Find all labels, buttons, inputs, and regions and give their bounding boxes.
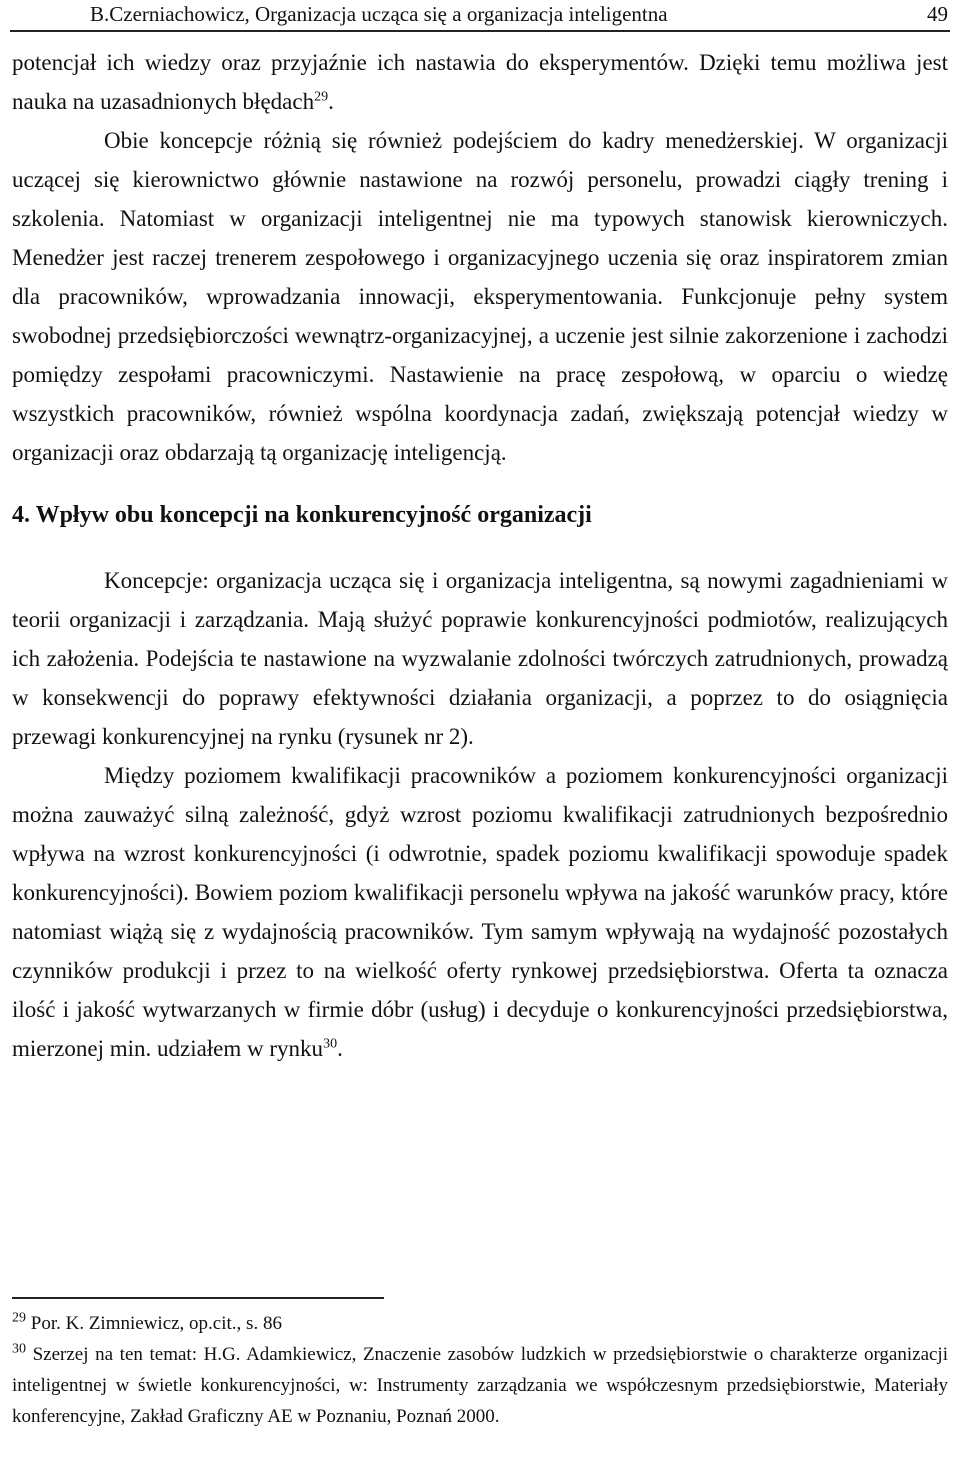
footnote-text: Por. K. Zimniewicz, op.cit., s. 86 <box>30 1313 282 1334</box>
footnote-number: 30 <box>12 1341 26 1357</box>
paragraph-continuation <box>12 43 948 121</box>
footnote-30 <box>12 1339 948 1432</box>
paragraph-text: potencjał ich wiedzy oraz przyjaźnie ich nastawia do eksperymentów. Dzięki temu możliwa jest nauka na uzasadnionych błędach <box>12 50 948 114</box>
footnotes <box>12 1308 948 1432</box>
paragraph-text: . <box>337 1036 343 1061</box>
footnote-text: Szerzej na ten temat: H.G. Adamkiewicz, Znaczenie zasobów ludzkich w przedsiębiorstwie o charakterze organizacji inteligentnej w świetle konkurencyjności, w: Instrumenty zarządzania we współczesnym przedsiębiorstwie, Materiały konferencyjne, Zakład Graficzny AE w Poznaniu, Poznań 2000. <box>12 1344 948 1427</box>
running-header <box>10 0 950 32</box>
paragraph-text: Między poziomem kwalifikacji pracowników a poziomem konkurencyjności organizacji można zauważyć silną zależność, gdyż wzrost poziomu kwalifikacji zatrudnionych bezpośrednio wpływa na wzrost konkurencyjności (i odwrotnie, spadek poziomu kwalifikacji spowoduje spadek konkurencyjności). Bowiem poziom kwalifikacji personelu wpływa na jakość warunków pracy, które natomiast wiążą się z wydajnością pracowników. Tym samym wpływają na wydajność pozostałych czynników produkcji i przez to na wielkość oferty rynkowej przedsiębiorstwa. Oferta ta oznacza ilość i jakość wytwarzanych w firmie dóbr (usług) i decyduje o konkurencyjności przedsiębiorstwa, mierzonej min. udziałem w rynku <box>12 763 948 1061</box>
page-number: 49 <box>927 2 948 26</box>
footnote-ref-30[interactable]: 30 <box>323 1036 338 1052</box>
running-title: B.Czerniachowicz, Organizacja ucząca się a organizacja inteligentna <box>90 2 668 26</box>
paragraph <box>12 756 948 1068</box>
paragraph-text: . <box>328 89 334 114</box>
paragraph: Obie koncepcje różnią się również podejściem do kadry menedżerskiej. W organizacji uczącej się kierownictwo głównie nastawione na rozwój personelu, prowadzi ciągły trening i szkolenia. Natomiast w organizacji inteligentnej nie ma typowych stanowisk kierowniczych. Menedżer jest raczej trenerem zespołowego i organizacyjnego uczenia się oraz inspiratorem zmian dla pracowników, wprowadzania innowacji, eksperymentowania. Funkcjonuje pełny system swobodnej przedsiębiorczości wewnątrz-organizacyjnej, a uczenie jest silnie zakorzenione i zachodzi pomiędzy zespołami pracowniczymi. Nastawienie na pracę zespołową, w oparciu o wiedzę wszystkich pracowników, również wspólna koordynacja zadań, zwiększają potencjał wiedzy w organizacji oraz obdarzają tą organizację inteligencją. <box>12 128 948 465</box>
footnote-ref-29[interactable]: 29 <box>314 89 329 105</box>
paragraph: Koncepcje: organizacja ucząca się i organizacja inteligentna, są nowymi zagadnieniami w teorii organizacji i zarządzania. Mają służyć poprawie konkurencyjności podmiotów, realizujących ich założenia. Podejścia te nastawione na wyzwalanie zdolności twórczych zatrudnionych, prowadzą w konsekwencji do poprawy efektywności działania organizacji, a poprzez to do osiągnięcia przewagi konkurencyjnej na rynku (rysunek nr 2). <box>12 568 948 749</box>
section-heading: 4. Wpływ obu koncepcji na konkurencyjność organizacji <box>12 502 592 528</box>
footnote-29 <box>12 1308 948 1339</box>
footnote-separator <box>12 1297 384 1299</box>
footnote-number: 29 <box>12 1310 26 1326</box>
main-text <box>12 43 948 1068</box>
